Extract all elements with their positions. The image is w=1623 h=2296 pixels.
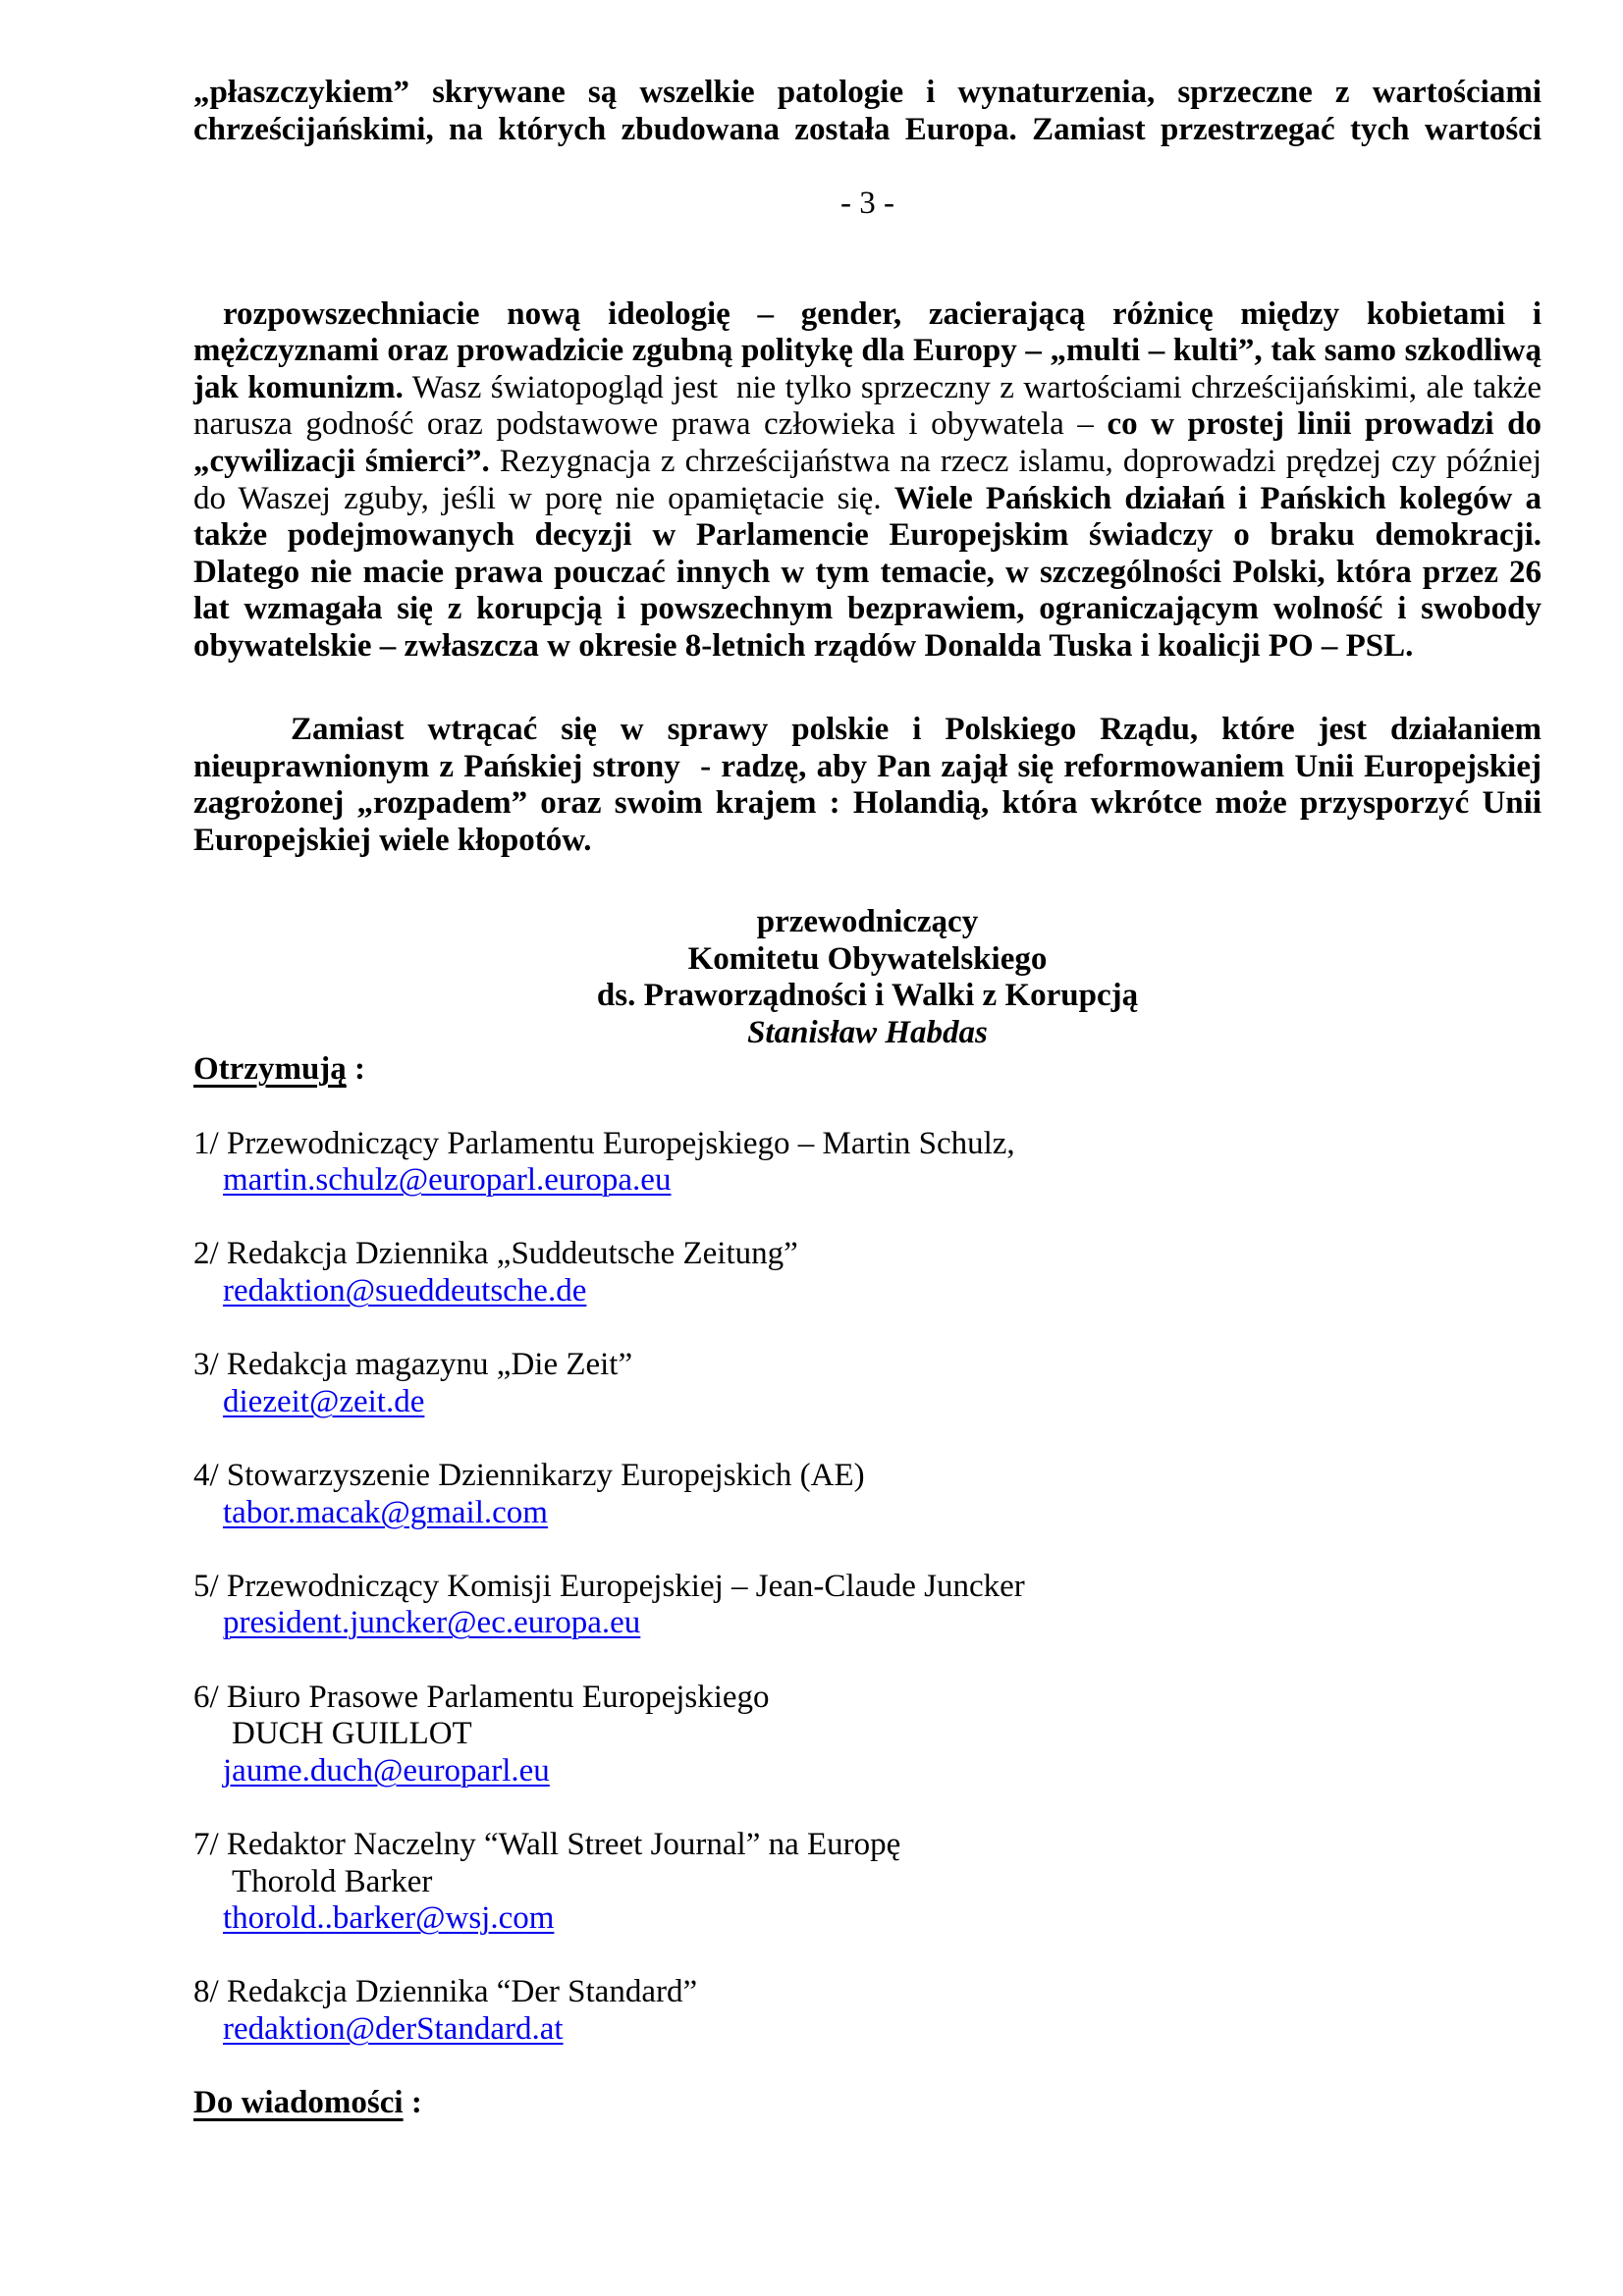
- recipient-email-link[interactable]: thorold..barker@wsj.com: [223, 1900, 555, 1937]
- recipient-email-link[interactable]: president.juncker@ec.europa.eu: [223, 1605, 641, 1641]
- signature-committee-line: Komitetu Obywatelskiego: [687, 940, 1048, 977]
- recipients-list: [193, 1126, 1542, 2049]
- recipient-line: 2/ Redakcja Dziennika „Suddeutsche Zeitung”: [193, 1236, 798, 1272]
- recipient-item: [193, 1126, 1542, 1200]
- text-run: Rezygnacja z chrześcijaństwa na rzecz islamu, doprowadzi prędzej czy później do Waszej zguby, jeśli w porę nie opamiętacie się.: [193, 443, 1542, 516]
- recipient-item: [193, 1458, 1542, 1531]
- recipient-email-link[interactable]: jaume.duch@europarl.eu: [223, 1752, 550, 1789]
- recipient-item: [193, 1236, 1542, 1309]
- recipient-item: [193, 1827, 1542, 1938]
- cc-heading-text: Do wiadomości: [193, 2085, 404, 2121]
- spacer: [193, 259, 1542, 296]
- recipient-email-link[interactable]: tabor.macak@gmail.com: [223, 1494, 548, 1530]
- text-run: „płaszczykiem” skrywane są wszelkie patologie i wynaturzenia, sprzeczne z wartościami chrześcijańskimi, na których zbudowana została Europa. Zamiast przestrzegać tych wartości: [193, 75, 1542, 147]
- recipient-email-link[interactable]: redaktion@derStandard.at: [223, 2010, 564, 2047]
- signature-committee-subline: ds. Praworządności i Walki z Korupcją: [596, 978, 1139, 1014]
- recipient-email-line: [193, 1273, 1542, 1310]
- paragraph-advice: [193, 712, 1542, 859]
- recipient-line: 7/ Redaktor Naczelny “Wall Street Journal” na Europę: [193, 1826, 901, 1862]
- recipient-email-link[interactable]: redaktion@sueddeutsche.de: [223, 1273, 587, 1308]
- cc-heading-colon: :: [403, 2085, 422, 2121]
- cc-heading: [193, 2085, 1542, 2122]
- paragraph-intro: [193, 75, 1542, 148]
- recipient-item: [193, 1347, 1542, 1420]
- recipient-email-line: [193, 1384, 1542, 1421]
- recipient-line: 3/ Redakcja magazynu „Die Zeit”: [193, 1347, 633, 1383]
- recipient-item: [193, 1680, 1542, 1790]
- recipient-item: [193, 1974, 1542, 2048]
- recipient-line: 5/ Przewodniczący Komisji Europejskiej – Jean-Claude Juncker: [193, 1568, 1025, 1604]
- recipient-line: 1/ Przewodniczący Parlamentu Europejskiego – Martin Schulz,: [193, 1125, 1015, 1161]
- text-run: rozpowszechniacie nową ideologię – gender, zacierającą różnicę między kobietami i mężczyznami oraz prowadzicie zgubną politykę dla Europy – „multi – kulti”, tak samo szkodliwą jak komunizm.: [193, 295, 1542, 405]
- signature-block: [193, 904, 1542, 1051]
- recipient-email-line: [193, 1495, 1542, 1532]
- recipients-heading-colon: :: [346, 1051, 366, 1088]
- recipient-line: 8/ Redakcja Dziennika “Der Standard”: [193, 1974, 698, 2010]
- spacer: [193, 1089, 1542, 1126]
- recipient-email-link[interactable]: martin.schulz@europarl.europa.eu: [223, 1162, 672, 1199]
- recipient-email-line: [193, 1900, 1542, 1938]
- text-run: co w prostej linii prowadzi do „cywilizacji śmierci”.: [193, 406, 1542, 479]
- text-run: Zamiast wtrącać się w sprawy polskie i Polskiego Rządu, które jest działaniem nieuprawnionym z Pańskiej strony - radzę, aby Pan zajął się reformowaniem Unii Europejskiej zagrożonej „rozpadem” oraz swoim krajem : Holandią, która wkrótce może przysporzyć Unii Europejskiej wiele kłopotów.: [193, 712, 1542, 858]
- recipient-line: DUCH GUILLOT: [232, 1716, 472, 1752]
- recipient-line: Thorold Barker: [232, 1863, 433, 1899]
- recipient-email-line: [193, 1753, 1542, 1790]
- spacer: [193, 148, 1542, 186]
- recipients-heading-text: Otrzymują: [193, 1051, 347, 1088]
- recipient-email-link[interactable]: diezeit@zeit.de: [223, 1383, 425, 1419]
- recipient-line: 6/ Biuro Prasowe Parlamentu Europejskiego: [193, 1679, 770, 1715]
- signature-name: Stanisław Habdas: [747, 1014, 988, 1050]
- spacer: [193, 222, 1542, 259]
- spacer: [193, 666, 1542, 703]
- signature-title-line: przewodniczący: [756, 904, 979, 940]
- page-number: - 3 -: [840, 185, 894, 221]
- recipient-item: [193, 1569, 1542, 1642]
- recipients-heading: [193, 1051, 1542, 1089]
- recipient-email-line: [193, 1605, 1542, 1642]
- text-run: Wiele Pańskich działań i Pańskich kolegów a także podejmowanych decyzji w Parlamencie Europejskim świadczy o braku demokracji. Dlatego nie macie prawa pouczać innych w tym temacie, w szczególności Polski, która przez 26 lat wzmagała się z korupcją i powszechnym bezprawiem, ograniczającym wolność i swobody obywatelskie – zwłaszcza w okresie 8-letnich rządów Donalda Tuska i koalicji PO – PSL.: [193, 480, 1542, 664]
- recipient-email-line: [193, 1162, 1542, 1200]
- recipient-email-line: [193, 2011, 1542, 2049]
- text-run: Wasz światopogląd jest nie tylko sprzeczny z wartościami chrześcijańskimi, ale także narusza godność oraz podstawowe prawa człowieka i obywatela –: [193, 369, 1542, 443]
- recipient-line: 4/ Stowarzyszenie Dziennikarzy Europejskich (AE): [193, 1457, 865, 1493]
- spacer: [193, 859, 1542, 896]
- paragraph-main: [193, 296, 1542, 666]
